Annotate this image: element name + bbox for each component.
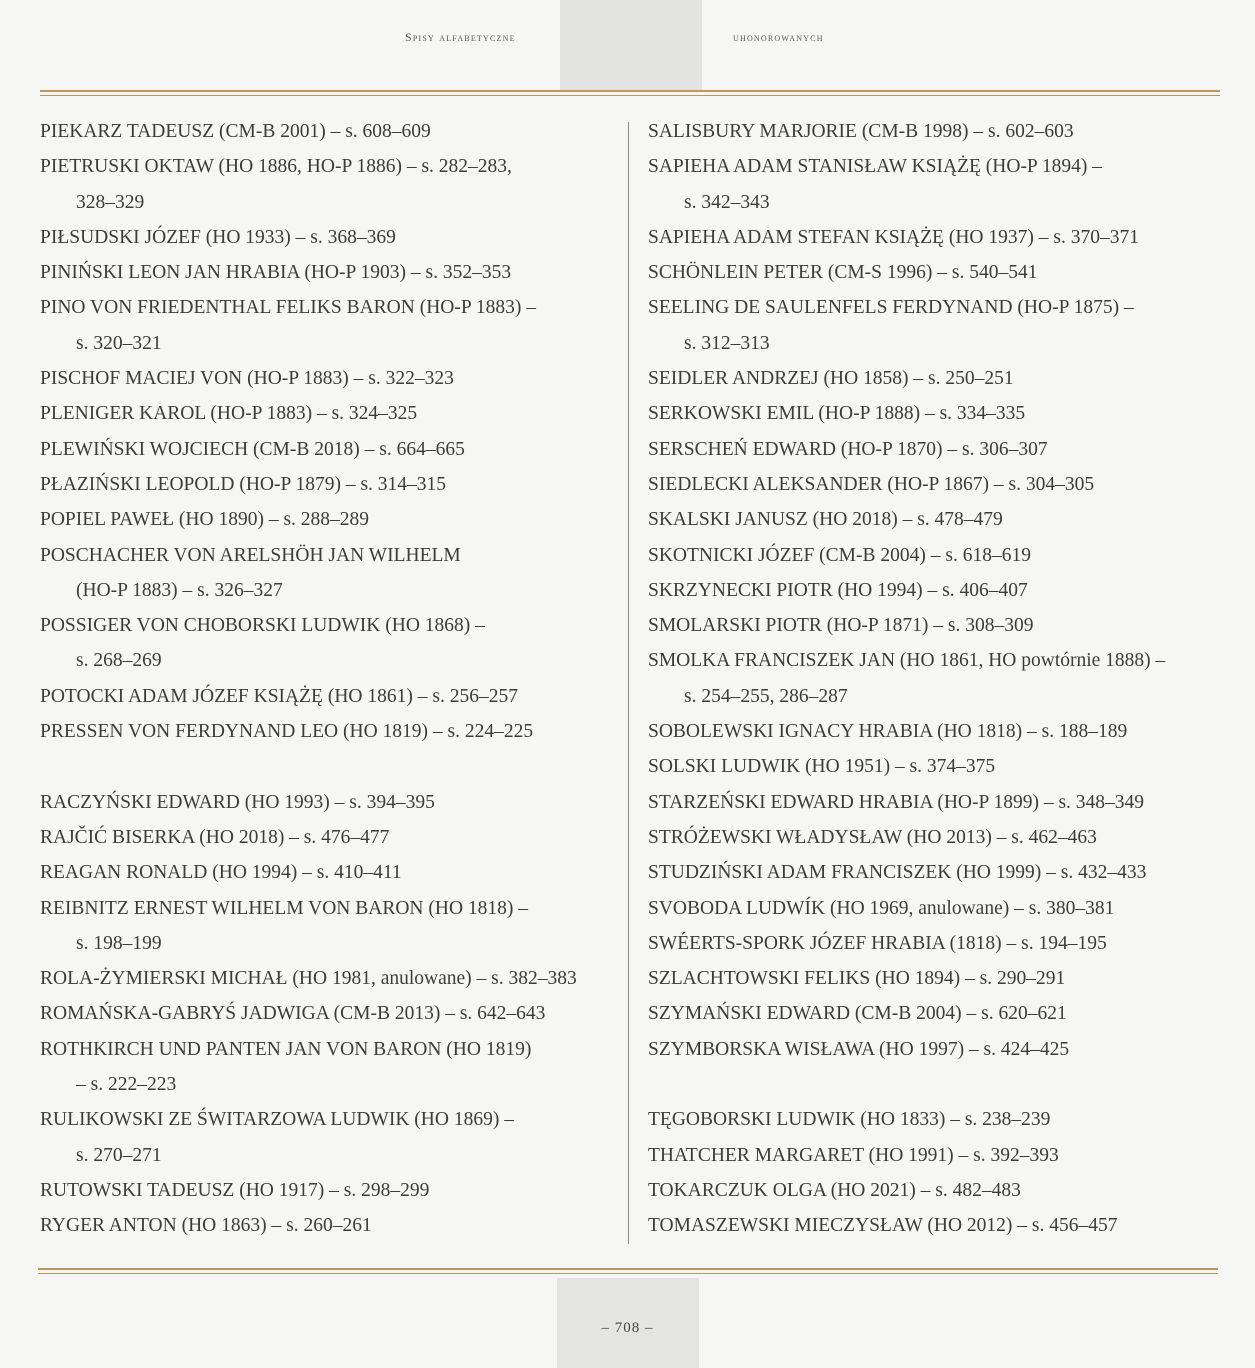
index-entry-line: SZYMBORSKA WISŁAWA (HO 1997) – s. 424–425 <box>648 1038 1070 1060</box>
index-entry-line: SKRZYNECKI PIOTR (HO 1994) – s. 406–407 <box>648 579 1028 601</box>
index-entry-line: SERKOWSKI EMIL (HO-P 1888) – s. 334–335 <box>648 403 1026 425</box>
index-entry-line: PINO VON FRIEDENTHAL FELIKS BARON (HO-P 1883) – <box>40 297 536 319</box>
index-entry-line: REAGAN RONALD (HO 1994) – s. 410–411 <box>40 862 402 884</box>
index-entry-line: s. 342–343 <box>684 191 770 213</box>
index-entry-line: s. 198–199 <box>76 932 162 954</box>
index-entry-line: SERSCHEŃ EDWARD (HO-P 1870) – s. 306–307 <box>648 438 1048 460</box>
index-entry-line: s. 270–271 <box>76 1144 162 1166</box>
index-entry-line: RACZYŃSKI EDWARD (HO 1993) – s. 394–395 <box>40 791 435 813</box>
index-entry-line: TĘGOBORSKI LUDWIK (HO 1833) – s. 238–239 <box>648 1109 1051 1131</box>
index-entry-line: SAPIEHA ADAM STANISŁAW KSIĄŻĘ (HO-P 1894) – <box>648 156 1103 178</box>
index-entry-line: PŁAZIŃSKI LEOPOLD (HO-P 1879) – s. 314–315 <box>40 473 447 495</box>
index-entry-line: SWÉERTS-SPORK JÓZEF HRABIA (1818) – s. 194–195 <box>648 932 1107 954</box>
bottom-rule <box>38 1268 1218 1270</box>
index-entry-line: RYGER ANTON (HO 1863) – s. 260–261 <box>40 1215 372 1237</box>
index-entry-line: SKALSKI JANUSZ (HO 2018) – s. 478–479 <box>648 509 1003 531</box>
index-entry-line: RAJČIĆ BISERKA (HO 2018) – s. 476–477 <box>40 826 390 848</box>
index-entry-line: SVOBODA LUDWÍK (HO 1969, anulowane) – s. 380–381 <box>648 897 1115 919</box>
index-entry-line: ROLA-ŻYMIERSKI MICHAŁ (HO 1981, anulowane) – s. 382–383 <box>40 968 577 990</box>
index-entry-line: STARZEŃSKI EDWARD HRABIA (HO-P 1899) – s. 348–349 <box>648 791 1145 813</box>
index-entry-line: PIEKARZ TADEUSZ (CM-B 2001) – s. 608–609 <box>40 121 431 142</box>
index-entry-line: PINIŃSKI LEON JAN HRABIA (HO-P 1903) – s. 352–353 <box>40 262 512 284</box>
index-entry-line: s. 268–269 <box>76 650 162 672</box>
index-entry-line: s. 320–321 <box>76 332 162 354</box>
index-entry-line: SEELING DE SAULENFELS FERDYNAND (HO-P 1875) – <box>648 297 1134 319</box>
index-entry-line: SEIDLER ANDRZEJ (HO 1858) – s. 250–251 <box>648 368 1014 390</box>
index-entry-line: PLEWIŃSKI WOJCIECH (CM-B 2018) – s. 664–665 <box>40 438 465 460</box>
index-entry-line: 328–329 <box>76 191 145 213</box>
page-number: – 708 – <box>601 1320 654 1336</box>
index-entry-line: RULIKOWSKI ZE ŚWITARZOWA LUDWIK (HO 1869) – <box>40 1109 514 1131</box>
index-entry-line: TOMASZEWSKI MIECZYSŁAW (HO 2012) – s. 456–457 <box>648 1215 1118 1237</box>
index-entry-line: ROMAŃSKA-GABRYŚ JADWIGA (CM-B 2013) – s. 642–643 <box>40 1003 546 1025</box>
index-entry-line: POSSIGER VON CHOBORSKI LUDWIK (HO 1868) – <box>40 615 485 637</box>
running-header-left: Spisy alfabetyczne <box>405 30 516 44</box>
index-entry-line: STRÓŻEWSKI WŁADYSŁAW (HO 2013) – s. 462–463 <box>648 826 1097 848</box>
index-entry-line: ROTHKIRCH UND PANTEN JAN VON BARON (HO 1819) <box>40 1038 532 1060</box>
index-entry-line: PIŁSUDSKI JÓZEF (HO 1933) – s. 368–369 <box>40 226 396 248</box>
index-entry-line: s. 312–313 <box>684 332 770 354</box>
index-entry-line: (HO-P 1883) – s. 326–327 <box>76 579 283 601</box>
blank-line <box>40 749 620 784</box>
index-entry-line: STUDZIŃSKI ADAM FRANCISZEK (HO 1999) – s. 432–433 <box>648 862 1147 884</box>
index-entry-line: PISCHOF MACIEJ VON (HO-P 1883) – s. 322–323 <box>40 368 454 390</box>
index-entry-line: SMOLARSKI PIOTR (HO-P 1871) – s. 308–309 <box>648 615 1034 637</box>
gutter-top <box>560 0 702 92</box>
index-entry-line: SIEDLECKI ALEKSANDER (HO-P 1867) – s. 304–305 <box>648 473 1095 495</box>
index-entry-line: SZLACHTOWSKI FELIKS (HO 1894) – s. 290–291 <box>648 968 1066 990</box>
index-entry-line: SKOTNICKI JÓZEF (CM-B 2004) – s. 618–619 <box>648 544 1031 566</box>
index-entry-line: THATCHER MARGARET (HO 1991) – s. 392–393 <box>648 1144 1059 1166</box>
index-entry-line: RUTOWSKI TADEUSZ (HO 1917) – s. 298–299 <box>40 1179 430 1201</box>
running-header-right: uhonorowanych <box>733 30 824 44</box>
top-rule <box>40 90 1220 92</box>
index-entry-line: PLENIGER KAROL (HO-P 1883) – s. 324–325 <box>40 403 418 425</box>
index-column-right <box>648 114 1228 1244</box>
index-entry-line: POTOCKI ADAM JÓZEF KSIĄŻĘ (HO 1861) – s. 256–257 <box>40 685 518 707</box>
index-column-left <box>40 114 620 1244</box>
index-entry-line: – s. 222–223 <box>76 1074 177 1096</box>
column-divider <box>628 122 629 1244</box>
index-entry-line: PIETRUSKI OKTAW (HO 1886, HO-P 1886) – s. 282–283, <box>40 156 512 178</box>
index-entry-line: SOBOLEWSKI IGNACY HRABIA (HO 1818) – s. 188–189 <box>648 721 1128 743</box>
index-entry-line: SAPIEHA ADAM STEFAN KSIĄŻĘ (HO 1937) – s. 370–371 <box>648 226 1139 248</box>
index-entry-line: POSCHACHER VON ARELSHÖH JAN WILHELM <box>40 544 461 566</box>
bottom-rule-thin <box>38 1273 1218 1274</box>
blank-line <box>648 1067 1228 1102</box>
index-entry-line: SZYMAŃSKI EDWARD (CM-B 2004) – s. 620–621 <box>648 1003 1067 1025</box>
index-entry-line: PRESSEN VON FERDYNAND LEO (HO 1819) – s. 224–225 <box>40 721 534 743</box>
index-entry-line: SCHÖNLEIN PETER (CM-S 1996) – s. 540–541 <box>648 262 1038 284</box>
index-entry-line: SALISBURY MARJORIE (CM-B 1998) – s. 602–603 <box>648 121 1074 142</box>
index-entry-line: s. 254–255, 286–287 <box>684 685 848 707</box>
index-entry-line: POPIEL PAWEŁ (HO 1890) – s. 288–289 <box>40 509 370 531</box>
index-entry-line: SMOLKA FRANCISZEK JAN (HO 1861, HO powtórnie 1888) – <box>648 650 1166 672</box>
index-entry-line: TOKARCZUK OLGA (HO 2021) – s. 482–483 <box>648 1179 1021 1201</box>
index-entry-line: REIBNITZ ERNEST WILHELM VON BARON (HO 1818) – <box>40 897 529 919</box>
index-entry-line: SOLSKI LUDWIK (HO 1951) – s. 374–375 <box>648 756 996 778</box>
top-rule-thin <box>40 95 1220 96</box>
